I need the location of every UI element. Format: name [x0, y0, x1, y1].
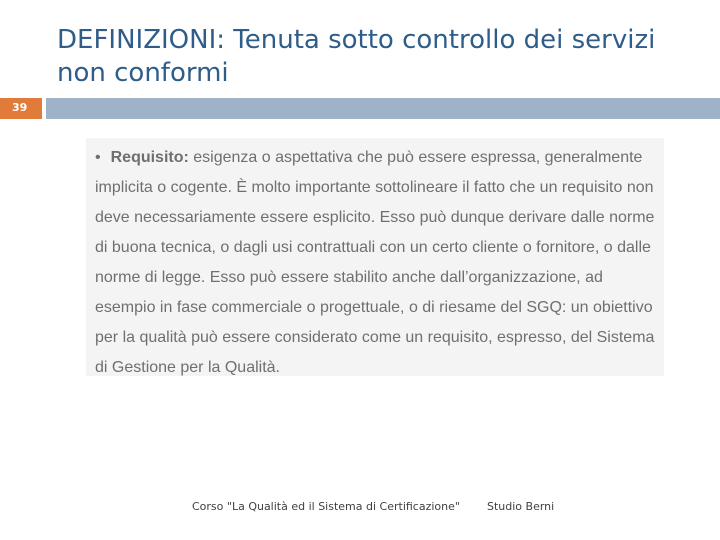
definition-paragraph: [95, 143, 660, 383]
footer-course-title: Corso "La Qualità ed il Sistema di Certificazione": [192, 500, 460, 513]
title-divider-bar: [46, 98, 720, 119]
slide-number: 39: [12, 101, 28, 114]
footer-author: Studio Berni: [487, 500, 555, 513]
definition-image: [86, 138, 664, 376]
slide-title: DEFINIZIONI: Tenuta sotto controllo dei servizi non conformi: [57, 25, 656, 88]
definition-text: esigenza o aspettativa che può essere espressa, generalmente implicita o cogente. È molto importante sottolineare il fatto che un requisito non deve necessariamente essere esplicito. Esso può dunque derivare dalle norme di buona tecnica, o dagli usi contrattuali con un certo cliente o fornitore, o dalle norme di legge. Esso può essere stabilito anche dall’organizzazione, ad esempio in fase commerciale o progettuale, o di riesame del SGQ: un obiettivo per la qualità può essere considerato come un requisito, espresso, del Sistema di Gestione per la Qualità.: [95, 149, 655, 376]
definition-term: Requisito:: [110, 149, 189, 166]
bullet-icon: •: [95, 149, 101, 166]
